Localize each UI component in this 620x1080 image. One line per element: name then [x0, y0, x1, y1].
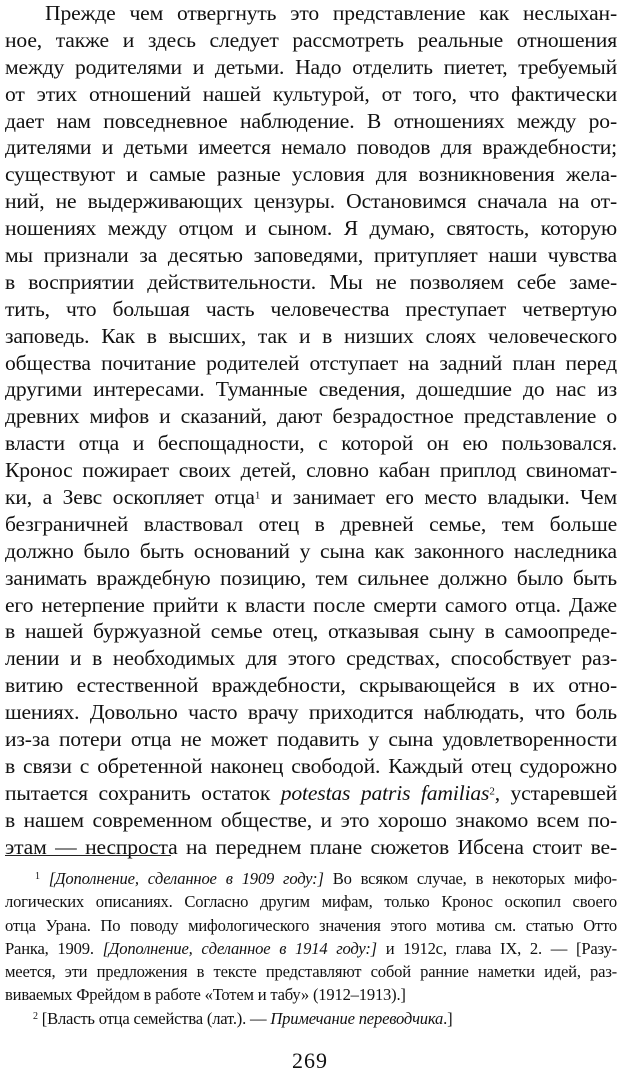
text-line: между родителями и детьми. Надо отделить пиетет, требуемый	[5, 54, 617, 79]
text-line: этам — неспроста на переднем плане сюжетов Ибсена стоит ве-	[5, 834, 617, 859]
translator-note: Примечание переводчика	[270, 1008, 444, 1028]
text-line: в восприятии действительности. Мы не позволяем себе заме-	[5, 269, 617, 294]
footnote-1-line	[5, 937, 617, 960]
text-line: в нашем современном обществе, и это хорошо знакомо всем по-	[5, 807, 617, 832]
text-line: дает нам повседневное наблюдение. В отношениях между ро-	[5, 108, 617, 133]
text-line: шениях. Довольно часто врачу приходится наблюдать, что боль	[5, 700, 617, 725]
text-line: заповедь. Как в высших, так и в низших слоях человеческого	[5, 323, 617, 348]
text-segment: и занимает его место владыки. Чем	[260, 485, 617, 510]
footnote-marker-2: 2	[33, 1010, 38, 1022]
text-line: ное, также и здесь следует рассмотреть реальные отношения	[5, 27, 617, 52]
page-number: 269	[292, 1048, 328, 1073]
text-line	[5, 780, 617, 807]
text-line: Кронос пожирает своих детей, словно кабан приплод свиномат-	[5, 458, 617, 483]
text-line: древних мифов и сказаний, дают безрадостное представление о	[5, 404, 617, 429]
text-segment: ки, а Зевс оскопляет отца	[5, 485, 255, 510]
footnote-2-line	[5, 1007, 617, 1030]
text-line: Прежде чем отвергнуть это представление как неслыхан-	[45, 1, 617, 25]
text-segment: и 1912c, глава IX, 2. — [Разу-	[376, 938, 617, 958]
latin-phrase: potestas patris familias	[280, 780, 490, 805]
text-line: ношениях между отцом и сыном. Я думаю, святость, которую	[5, 216, 617, 241]
text-line: другими интересами. Туманные сведения, дошедшие до нас из	[5, 377, 617, 402]
text-segment: пытается сохранить остаток	[5, 780, 281, 805]
editor-note: [Дополнение, сделанное в 1914 году:]	[102, 938, 377, 958]
text-line: должно было быть оснований у сына как законного наследника	[5, 538, 617, 563]
footnote-marker-1: 1	[35, 871, 40, 882]
text-line: безграничней властвовал отец в древней семье, тем больше	[5, 511, 617, 536]
text-line: из-за потери отца не может подавить у сына удовлетворенности	[5, 727, 617, 752]
footnotes	[5, 867, 617, 1030]
text-segment: [Власть отца семейства (лат.). —	[37, 1008, 271, 1028]
text-line	[5, 484, 617, 511]
text-line: общества почитание родителей отступает на задний план перед	[5, 350, 617, 375]
text-segment: .]	[443, 1008, 453, 1028]
text-line: его нетерпение прийти к власти после смерти самого отца. Даже	[5, 592, 617, 617]
main-text	[5, 0, 617, 861]
footnote-1-line: отца Урана. По поводу мифологического значения этого мотива см. статью Отто	[5, 915, 617, 935]
footnote-1-line: логических описаниях. Согласно другим мифам, только Кронос оскопил своего	[5, 892, 617, 912]
text-line: в нашей буржуазной семье отец, отказывая сыну в самоопреде-	[5, 619, 617, 644]
footnote-1-line: меется, эти предложения в тексте представляют собой ранние наметки идей, раз-	[5, 962, 617, 982]
text-line: мы признали за десятью заповедями, притупляет наши чувства	[5, 243, 617, 268]
text-segment: Ранка, 1909.	[5, 938, 103, 958]
text-line: ний, не выдерживающих цензуры. Остановимся сначала на от-	[5, 189, 617, 214]
text-line: лении и в необходимых для этого средствах, способствует раз-	[5, 646, 617, 671]
text-line: тить, что большая часть человечества преступает четвертую	[5, 296, 617, 321]
editor-note: [Дополнение, сделанное в 1909 году:]	[39, 869, 324, 888]
text-line: власти отца и беспощадности, с которой он ею пользовался.	[5, 431, 617, 456]
text-line: существуют и самые разные условия для возникновения жела-	[5, 162, 617, 187]
text-line: занимать враждебную позицию, тем сильнее должно было быть	[5, 565, 617, 590]
footnote-ref-2[interactable]: 2	[489, 785, 495, 798]
footnote-divider	[5, 855, 171, 856]
text-line: витию естественной враждебности, скрывающейся в их отно-	[5, 673, 617, 698]
footnote-ref-1[interactable]: 1	[254, 489, 261, 502]
text-segment: , устаревшей	[494, 780, 618, 805]
footnote-1-line	[5, 867, 617, 890]
text-line: в связи с обретенной наконец свободой. Каждый отец судорожно	[5, 753, 617, 778]
text-segment: Во всяком случае, в некоторых мифо-	[323, 869, 617, 888]
text-line: от этих отношений нашей культурой, от того, что фактически	[5, 81, 617, 106]
footnote-1-line: виваемых Фрейдом в работе «Тотем и табу» (1912–1913).]	[5, 985, 406, 1005]
text-line: дителями и детьми имеется немало поводов для враждебности;	[5, 135, 617, 160]
